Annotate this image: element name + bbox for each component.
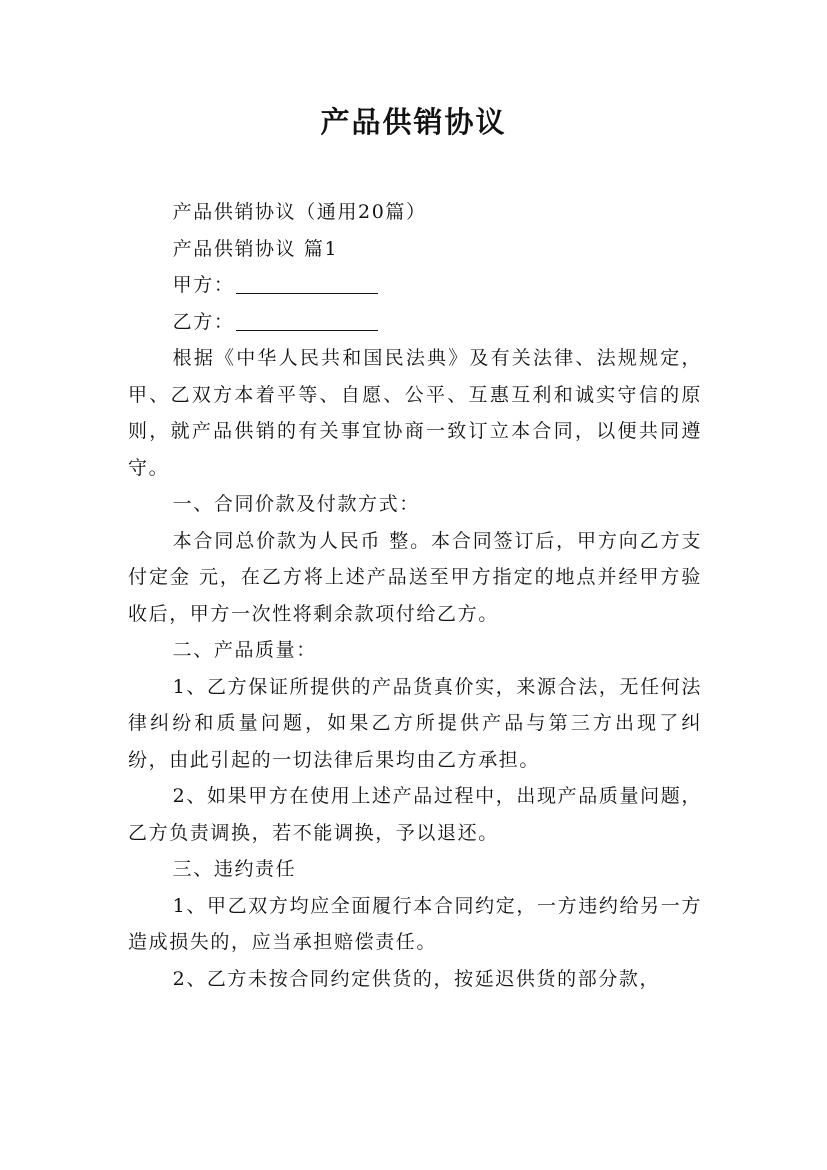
party-a-label: 甲方： <box>172 274 235 296</box>
party-b-blank <box>236 310 378 331</box>
party-b-label: 乙方： <box>172 310 235 333</box>
paragraph-price: 本合同总价款为人民币 整。本合同签订后，甲方向乙方支付定金 元，在乙方将上述产品送至甲方指定的地点并经甲方验收后，甲方一次性将剩余款项付给乙方。 <box>128 529 702 625</box>
paragraph-heading-price: 一、合同价款及付款方式： <box>172 493 420 515</box>
paragraph-liability-2: 2、乙方未按合同约定供货的，按延迟供货的部分款， <box>172 967 661 990</box>
paragraph-subtitle: 产品供销协议（通用20篇） <box>172 201 427 223</box>
party-a-line <box>128 267 702 304</box>
paragraph-preamble: 根据《中华人民共和国民法典》及有关法律、法规规定，甲、乙双方本着平等、自愿、公平、互惠互利和诚实守信的原则，就产品供销的有关事宜协商一致订立本合同，以便共同遵守。 <box>128 347 702 479</box>
paragraph-section-heading: 产品供销协议 篇1 <box>172 237 339 260</box>
paragraph-heading-quality: 二、产品质量： <box>172 639 317 661</box>
document-title: 产品供销协议 <box>320 105 507 139</box>
party-b-line <box>128 304 702 341</box>
paragraph-quality-2: 2、如果甲方在使用上述产品过程中，出现产品质量问题，乙方负责调换，若不能调换，予以退还。 <box>128 785 702 844</box>
document-body <box>128 194 702 997</box>
party-a-blank <box>236 273 378 294</box>
paragraph-liability-1: 1、甲乙双方均应全面履行本合同约定，一方违约给另一方造成损失的，应当承担赔偿责任。 <box>128 894 702 953</box>
paragraph-quality-1: 1、乙方保证所提供的产品货真价实，来源合法，无任何法律纠纷和质量问题，如果乙方所提供产品与第三方出现了纠纷，由此引起的一切法律后果均由乙方承担。 <box>128 675 702 771</box>
paragraph-heading-liability: 三、违约责任 <box>172 858 297 880</box>
